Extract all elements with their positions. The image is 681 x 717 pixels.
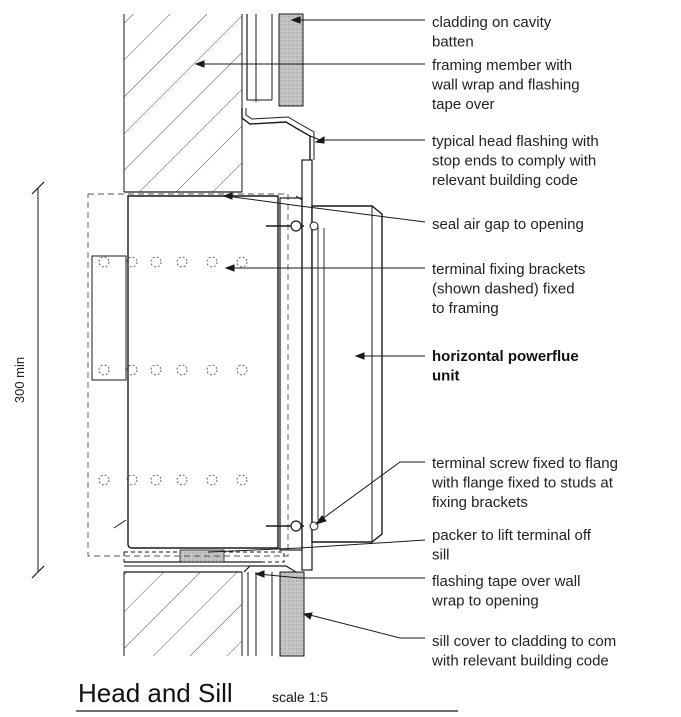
label-framing: [431, 57, 580, 113]
label-line: (shown dashed) fixed: [432, 280, 575, 298]
dimension-label: 300 min: [12, 356, 27, 404]
label-line: terminal screw fixed to flang: [432, 455, 618, 472]
label-line: with flange fixed to studs at: [432, 474, 613, 492]
label-sill-cover: [431, 633, 616, 670]
label-line: framing member with: [432, 57, 573, 74]
upper-cladding: [247, 14, 303, 106]
label-line: relevant building code: [432, 172, 578, 189]
label-line: wrap to opening: [432, 592, 539, 610]
lower-wall: [124, 572, 242, 656]
label-head-flashing: [432, 133, 599, 189]
label-cladding: [432, 14, 552, 51]
head-flashing: [242, 108, 320, 160]
label-seal-air-gap: [432, 216, 584, 233]
upper-wall: [124, 14, 242, 192]
bracket-hole: [99, 475, 109, 485]
label-line: to framing: [432, 300, 499, 317]
label-line: terminal fixing brackets: [432, 261, 586, 278]
label-line: fixing brackets: [432, 494, 528, 511]
label-line: batten: [432, 33, 474, 51]
label-terminal-brackets: [432, 261, 585, 317]
label-line: typical head flashing with: [432, 133, 599, 150]
title-scale: scale 1:5: [272, 689, 329, 705]
label-line: seal air gap to opening: [432, 216, 584, 233]
label-line: with relevant building code: [432, 652, 609, 670]
label-line: sill cover to cladding to com: [432, 633, 617, 650]
dimension-line: [12, 182, 44, 578]
label-line: packer to lift terminal off: [432, 527, 591, 544]
lower-cladding: [244, 566, 304, 656]
label-line: cladding on cavity: [432, 14, 552, 31]
label-line: flashing tape over wall: [432, 573, 581, 590]
label-line: horizontal powerflue: [432, 348, 579, 365]
label-line: unit: [432, 367, 460, 385]
label-terminal-screw: [431, 455, 618, 511]
callout-labels: [431, 14, 618, 670]
title-main: Head and Sill: [78, 678, 233, 708]
drawing-title: [76, 678, 458, 711]
label-line: wall wrap and flashing: [432, 76, 580, 94]
label-flashing-tape: [431, 573, 580, 610]
label-powerflue: [432, 348, 579, 385]
sill-packer: [124, 550, 284, 566]
label-packer: [432, 527, 592, 564]
powerflue-body: [88, 194, 288, 556]
label-line: tape over: [432, 96, 495, 113]
label-line: stop ends to comply with: [432, 152, 597, 170]
label-line: sill: [432, 546, 450, 564]
